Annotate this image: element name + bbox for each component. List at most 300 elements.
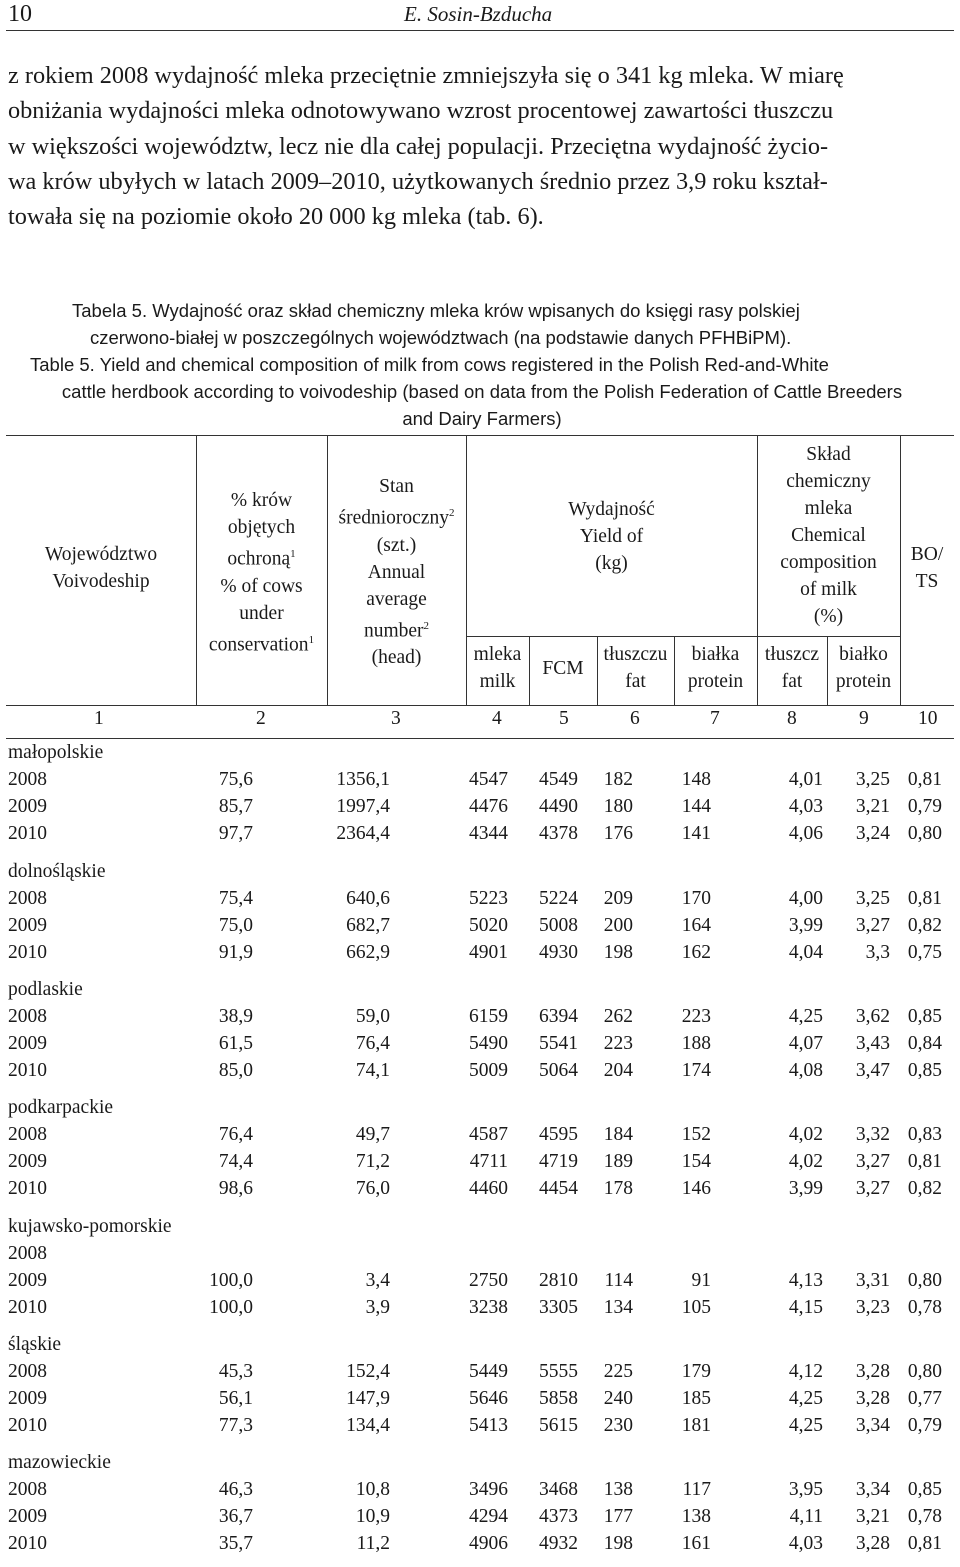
value-cell: 2364,4 <box>336 823 390 845</box>
header-text: ochroną$^1$ <box>227 548 296 570</box>
year-cell: 2008 <box>8 1243 47 1264</box>
header-text: fat <box>781 671 803 692</box>
header-voivodeship <box>6 541 196 595</box>
colnum-bottom-rule <box>6 738 954 739</box>
value-cell: 61,5 <box>218 1033 253 1055</box>
header-text: Wydajność <box>568 499 655 520</box>
body-line: z rokiem 2008 wydajność mleka przeciętnie zmniejszyła się o 341 kg mleka. W miarę <box>8 62 844 89</box>
value-cell: 3,47 <box>855 1060 890 1082</box>
header-text: Województwo <box>44 544 158 565</box>
value-cell: 154 <box>681 1151 711 1173</box>
value-cell: 4,03 <box>788 796 823 818</box>
caption-line: czerwono-białej w poszczególnych województwach (na podstawie danych PFHBiPM). <box>90 327 792 348</box>
value-cell: 4711 <box>469 1151 508 1173</box>
value-cell: 200 <box>603 915 633 937</box>
value-cell: 0,85 <box>907 1479 942 1500</box>
value-cell: 4460 <box>469 1178 508 1200</box>
table-row <box>0 1243 960 1270</box>
value-cell: 4930 <box>539 942 578 964</box>
year-cell: 2009 <box>8 1270 47 1292</box>
year-cell: 2010 <box>8 823 47 845</box>
value-cell: 4,25 <box>788 1388 823 1410</box>
running-header <box>6 0 954 31</box>
value-cell: 3,43 <box>855 1033 890 1055</box>
value-cell: 4,15 <box>788 1297 823 1319</box>
value-cell: 36,7 <box>218 1506 253 1528</box>
header-text: Skład <box>806 444 851 465</box>
year-cell: 2010 <box>8 1297 47 1319</box>
header-text: Yield of <box>579 526 644 547</box>
value-cell: 3,28 <box>855 1361 890 1382</box>
header-text: protein <box>835 671 892 692</box>
value-cell: 3,27 <box>855 1151 890 1173</box>
value-cell: 240 <box>603 1388 633 1410</box>
value-cell: 185 <box>681 1388 711 1410</box>
value-cell: 35,7 <box>218 1533 253 1555</box>
value-cell: 174 <box>681 1060 711 1082</box>
value-cell: 640,6 <box>346 888 390 909</box>
value-cell: 75,0 <box>218 915 253 937</box>
value-cell: 4344 <box>469 823 508 845</box>
value-cell: 3,95 <box>788 1479 823 1500</box>
region-label: kujawsko-pomorskie <box>8 1216 172 1237</box>
value-cell: 4,13 <box>788 1270 823 1292</box>
value-cell: 105 <box>681 1297 711 1319</box>
header-text: Stan <box>379 476 414 497</box>
value-cell: 4373 <box>539 1506 578 1528</box>
value-cell: 3,27 <box>855 915 890 937</box>
header-cows-pct <box>196 487 327 658</box>
value-cell: 77,3 <box>218 1415 253 1437</box>
table-row <box>0 1533 960 1560</box>
value-cell: 144 <box>681 796 711 818</box>
header-text: średnioroczny$^2$ <box>338 507 455 529</box>
value-cell: 3,3 <box>865 942 890 964</box>
header-text: BO/ <box>910 544 944 565</box>
value-cell: 97,7 <box>218 823 253 845</box>
value-cell: 5224 <box>539 888 578 909</box>
value-cell: 3,23 <box>855 1297 890 1319</box>
value-cell: 5020 <box>469 915 508 937</box>
header-text: (%) <box>813 606 844 627</box>
table-row <box>0 942 960 969</box>
table-row <box>0 888 960 915</box>
header-text: chemiczny <box>786 471 871 492</box>
table-row <box>0 1178 960 1205</box>
value-cell: 4906 <box>469 1533 508 1555</box>
value-cell: 75,6 <box>218 769 253 790</box>
value-cell: 3,25 <box>855 769 890 790</box>
value-cell: 4,00 <box>788 888 823 909</box>
header-text: tłuszczu <box>603 644 668 665</box>
value-cell: 0,79 <box>907 796 942 818</box>
value-cell: 4901 <box>469 942 508 964</box>
year-cell: 2010 <box>8 942 47 964</box>
value-cell: 0,81 <box>907 1151 942 1173</box>
header-yield-group <box>466 496 757 577</box>
year-cell: 2009 <box>8 796 47 818</box>
value-cell: 6159 <box>469 1006 508 1027</box>
year-cell: 2009 <box>8 1151 47 1173</box>
value-cell: 0,85 <box>907 1060 942 1082</box>
value-cell: 38,9 <box>218 1006 253 1027</box>
header-text: FCM <box>542 658 584 679</box>
header-text: composition <box>780 552 877 573</box>
value-cell: 3,21 <box>855 796 890 818</box>
value-cell: 147,9 <box>346 1388 390 1410</box>
value-cell: 4,25 <box>788 1006 823 1027</box>
year-cell: 2008 <box>8 1006 47 1027</box>
value-cell: 3,99 <box>788 915 823 937</box>
body-line: w większości województw, lecz nie dla całej populacji. Przeciętna wydajność życio- <box>8 132 829 160</box>
header-text: of milk <box>800 579 857 600</box>
header-text: objętych <box>227 517 296 538</box>
value-cell: 3,32 <box>855 1124 890 1145</box>
value-cell: 3,27 <box>855 1178 890 1200</box>
value-cell: 3,28 <box>855 1388 890 1410</box>
table-row <box>0 1270 960 1297</box>
value-cell: 3,4 <box>365 1270 390 1292</box>
value-cell: 3468 <box>539 1479 578 1500</box>
value-cell: 3,25 <box>855 888 890 909</box>
table-row <box>0 1479 960 1506</box>
value-cell: 184 <box>603 1124 633 1145</box>
value-cell: 223 <box>681 1006 711 1027</box>
value-cell: 198 <box>603 1533 633 1555</box>
value-cell: 0,81 <box>907 1533 942 1555</box>
header-protein-kg <box>674 641 757 695</box>
value-cell: 177 <box>603 1506 633 1528</box>
value-cell: 4,02 <box>788 1124 823 1145</box>
year-cell: 2008 <box>8 888 47 909</box>
value-cell: 4587 <box>469 1124 508 1145</box>
value-cell: 5858 <box>539 1388 578 1410</box>
year-cell: 2008 <box>8 769 47 790</box>
value-cell: 2750 <box>469 1270 508 1292</box>
header-text: average <box>366 588 427 610</box>
year-cell: 2010 <box>8 1533 47 1555</box>
running-author: E. Sosin-Bzducha <box>404 2 553 26</box>
table-row <box>0 769 960 796</box>
table-top-rule <box>6 435 954 436</box>
year-cell: 2009 <box>8 1388 47 1410</box>
header-text: Voivodeship <box>52 571 150 592</box>
value-cell: 4,25 <box>788 1415 823 1437</box>
table-caption-polish <box>72 297 952 351</box>
value-cell: 152 <box>681 1124 711 1145</box>
value-cell: 0,83 <box>907 1124 942 1145</box>
value-cell: 117 <box>682 1479 711 1500</box>
value-cell: 3238 <box>469 1297 508 1319</box>
page-number: 10 <box>8 1 32 27</box>
value-cell: 176 <box>603 823 633 845</box>
value-cell: 1997,4 <box>336 796 390 818</box>
value-cell: 4549 <box>539 769 578 790</box>
value-cell: 3,62 <box>855 1006 890 1027</box>
value-cell: 4,07 <box>788 1033 823 1055</box>
body-line: obniżania wydajności mleka odnotowywano wzrost procentowej zawartości tłuszczu <box>8 97 834 125</box>
value-cell: 85,7 <box>218 796 253 818</box>
value-cell: 4476 <box>469 796 508 818</box>
header-composition-group <box>757 441 900 630</box>
value-cell: 4932 <box>539 1533 578 1555</box>
value-cell: 71,2 <box>355 1151 390 1173</box>
year-cell: 2008 <box>8 1361 47 1382</box>
value-cell: 76,0 <box>355 1178 390 1200</box>
header-fcm <box>529 655 597 682</box>
table-caption-english <box>12 351 952 432</box>
value-cell: 3305 <box>539 1297 578 1319</box>
value-cell: 74,1 <box>355 1060 390 1082</box>
value-cell: 10,9 <box>355 1506 390 1528</box>
column-number: 6 <box>630 708 640 729</box>
value-cell: 0,80 <box>907 1270 942 1292</box>
table-row <box>0 1033 960 1060</box>
body-line: wa krów ubyłych w latach 2009–2010, użytkowanych średnio przez 3,9 roku kształ- <box>8 167 828 195</box>
value-cell: 98,6 <box>218 1178 253 1200</box>
value-cell: 0,82 <box>907 915 942 937</box>
table-row <box>0 1060 960 1087</box>
caption-line: cattle herdbook according to voivodeship (based on data from the Polish Federation of Cattle Breeders <box>61 381 903 402</box>
value-cell: 204 <box>603 1060 633 1082</box>
value-cell: 662,9 <box>346 942 390 964</box>
header-bo-ts <box>900 541 954 595</box>
value-cell: 178 <box>603 1178 633 1200</box>
value-cell: 5413 <box>469 1415 508 1437</box>
body-paragraph <box>8 58 954 234</box>
year-cell: 2008 <box>8 1124 47 1145</box>
value-cell: 4,04 <box>788 942 823 964</box>
value-cell: 141 <box>681 823 711 845</box>
value-cell: 5223 <box>469 888 508 909</box>
column-number: 7 <box>710 708 720 729</box>
value-cell: 4,03 <box>788 1533 823 1555</box>
table-row <box>0 1006 960 1033</box>
header-protein-pct <box>827 641 900 695</box>
value-cell: 100,0 <box>209 1270 253 1292</box>
region-label: małopolskie <box>8 742 104 763</box>
table-row <box>0 796 960 823</box>
value-cell: 170 <box>681 888 711 909</box>
value-cell: 59,0 <box>355 1006 390 1027</box>
column-number: 8 <box>787 708 797 729</box>
year-cell: 2008 <box>8 1479 47 1500</box>
table-row <box>0 1297 960 1324</box>
header-text: tłuszcz <box>764 644 820 665</box>
header-text: Chemical <box>791 525 866 546</box>
year-cell: 2009 <box>8 1033 47 1055</box>
value-cell: 5449 <box>469 1361 508 1382</box>
value-cell: 6394 <box>539 1006 578 1027</box>
value-cell: 3,99 <box>788 1178 823 1200</box>
value-cell: 4,06 <box>788 823 823 845</box>
value-cell: 134,4 <box>346 1415 390 1437</box>
column-number: 4 <box>492 708 502 729</box>
value-cell: 76,4 <box>355 1033 390 1055</box>
column-number: 1 <box>94 708 104 729</box>
region-label: podkarpackie <box>8 1097 114 1118</box>
year-cell: 2009 <box>8 1506 47 1528</box>
value-cell: 45,3 <box>218 1361 253 1382</box>
value-cell: 3,34 <box>855 1415 890 1437</box>
value-cell: 0,75 <box>907 942 942 964</box>
header-fat-kg <box>597 641 674 695</box>
region-label: podlaskie <box>8 979 83 1000</box>
value-cell: 0,81 <box>907 769 942 790</box>
value-cell: 46,3 <box>218 1479 253 1500</box>
value-cell: 4,02 <box>788 1151 823 1173</box>
caption-line: Table 5. Yield and chemical composition of milk from cows registered in the Polish Red-and-White <box>30 354 829 375</box>
year-cell: 2010 <box>8 1060 47 1082</box>
value-cell: 100,0 <box>209 1297 253 1319</box>
year-cell: 2010 <box>8 1178 47 1200</box>
column-number: 10 <box>918 708 938 729</box>
column-number: 3 <box>391 708 401 729</box>
value-cell: 10,8 <box>355 1479 390 1500</box>
caption-line: Tabela 5. Wydajność oraz skład chemiczny mleka krów wpisanych do księgi rasy polskiej <box>72 300 800 321</box>
value-cell: 4,11 <box>789 1506 823 1528</box>
header-text: (kg) <box>595 553 628 574</box>
value-cell: 4547 <box>469 769 508 790</box>
value-cell: 230 <box>603 1415 633 1437</box>
header-text: fat <box>625 671 646 692</box>
value-cell: 4,12 <box>788 1361 823 1382</box>
region-label: śląskie <box>8 1334 62 1355</box>
header-text: (head) <box>371 647 422 668</box>
value-cell: 198 <box>603 942 633 964</box>
header-text: (szt.) <box>376 534 417 556</box>
value-cell: 4294 <box>469 1506 508 1528</box>
value-cell: 0,77 <box>907 1388 942 1410</box>
value-cell: 5646 <box>469 1388 508 1410</box>
value-cell: 209 <box>603 888 633 909</box>
header-text: TS <box>915 571 939 592</box>
header-text: mleka <box>473 644 522 665</box>
value-cell: 138 <box>681 1506 711 1528</box>
value-cell: 134 <box>603 1297 633 1319</box>
value-cell: 0,78 <box>907 1506 942 1528</box>
value-cell: 180 <box>603 796 633 818</box>
composition-subgroup-rule <box>757 636 900 637</box>
value-cell: 5541 <box>539 1033 578 1055</box>
table-row <box>0 1388 960 1415</box>
value-cell: 162 <box>681 942 711 964</box>
value-cell: 4378 <box>539 823 578 845</box>
value-cell: 3,9 <box>365 1297 390 1319</box>
value-cell: 91 <box>691 1270 711 1292</box>
value-cell: 1356,1 <box>336 769 390 790</box>
header-text: number$^2$ <box>363 619 430 641</box>
value-cell: 4490 <box>539 796 578 818</box>
value-cell: 114 <box>604 1270 633 1292</box>
table-row <box>0 1415 960 1442</box>
value-cell: 148 <box>681 769 711 790</box>
value-cell: 3,34 <box>855 1479 890 1500</box>
value-cell: 4454 <box>539 1178 578 1200</box>
value-cell: 161 <box>681 1533 711 1555</box>
table-row <box>0 1361 960 1388</box>
value-cell: 76,4 <box>218 1124 253 1145</box>
table-row <box>0 1124 960 1151</box>
value-cell: 5064 <box>539 1060 578 1082</box>
body-line: towała się na poziomie około 20 000 kg mleka (tab. 6). <box>8 203 544 231</box>
value-cell: 2810 <box>539 1270 578 1292</box>
header-text: % krów <box>230 490 293 511</box>
table-row <box>0 915 960 942</box>
header-bottom-rule <box>6 705 954 706</box>
value-cell: 146 <box>681 1178 711 1200</box>
year-cell: 2009 <box>8 915 47 937</box>
value-cell: 74,4 <box>218 1151 253 1173</box>
value-cell: 179 <box>681 1361 711 1382</box>
value-cell: 0,80 <box>907 1361 942 1382</box>
header-text: % of cows <box>220 575 303 597</box>
column-number-row <box>0 708 960 735</box>
header-milk <box>466 641 529 695</box>
value-cell: 0,82 <box>907 1178 942 1200</box>
value-cell: 4595 <box>539 1124 578 1145</box>
header-text: milk <box>479 671 516 692</box>
value-cell: 4719 <box>539 1151 578 1173</box>
header-fat-pct <box>757 641 827 695</box>
value-cell: 56,1 <box>218 1388 253 1410</box>
value-cell: 0,85 <box>907 1006 942 1027</box>
value-cell: 138 <box>603 1479 633 1500</box>
value-cell: 91,9 <box>218 942 253 964</box>
header-text: Annual <box>367 561 426 583</box>
value-cell: 5008 <box>539 915 578 937</box>
header-text: białka <box>691 644 740 665</box>
value-cell: 75,4 <box>218 888 253 909</box>
value-cell: 152,4 <box>346 1361 390 1382</box>
value-cell: 0,79 <box>907 1415 942 1437</box>
year-cell: 2010 <box>8 1415 47 1437</box>
value-cell: 188 <box>681 1033 711 1055</box>
value-cell: 182 <box>603 769 633 790</box>
value-cell: 0,80 <box>907 823 942 845</box>
table-row <box>0 1506 960 1533</box>
value-cell: 262 <box>603 1006 633 1027</box>
header-annual-number <box>327 473 466 671</box>
value-cell: 3,28 <box>855 1533 890 1555</box>
value-cell: 0,78 <box>907 1297 942 1319</box>
value-cell: 0,81 <box>907 888 942 909</box>
value-cell: 3,31 <box>855 1270 890 1292</box>
column-number: 2 <box>256 708 266 729</box>
value-cell: 4,08 <box>788 1060 823 1082</box>
header-text: mleka <box>804 498 853 519</box>
table-row <box>0 1151 960 1178</box>
value-cell: 85,0 <box>218 1060 253 1082</box>
region-label: mazowieckie <box>8 1452 111 1473</box>
column-number: 9 <box>859 708 869 729</box>
value-cell: 3,21 <box>855 1506 890 1528</box>
header-text: białko <box>839 644 888 665</box>
caption-line: and Dairy Farmers) <box>402 408 562 429</box>
value-cell: 223 <box>603 1033 633 1055</box>
value-cell: 11,2 <box>356 1533 390 1555</box>
value-cell: 4,01 <box>788 769 823 790</box>
value-cell: 5009 <box>469 1060 508 1082</box>
header-text: protein <box>687 671 744 692</box>
value-cell: 49,7 <box>355 1124 390 1145</box>
yield-subgroup-rule <box>466 636 757 637</box>
value-cell: 3496 <box>469 1479 508 1500</box>
value-cell: 0,84 <box>907 1033 942 1055</box>
value-cell: 5555 <box>539 1361 578 1382</box>
column-number: 5 <box>559 708 569 729</box>
value-cell: 5615 <box>539 1415 578 1437</box>
